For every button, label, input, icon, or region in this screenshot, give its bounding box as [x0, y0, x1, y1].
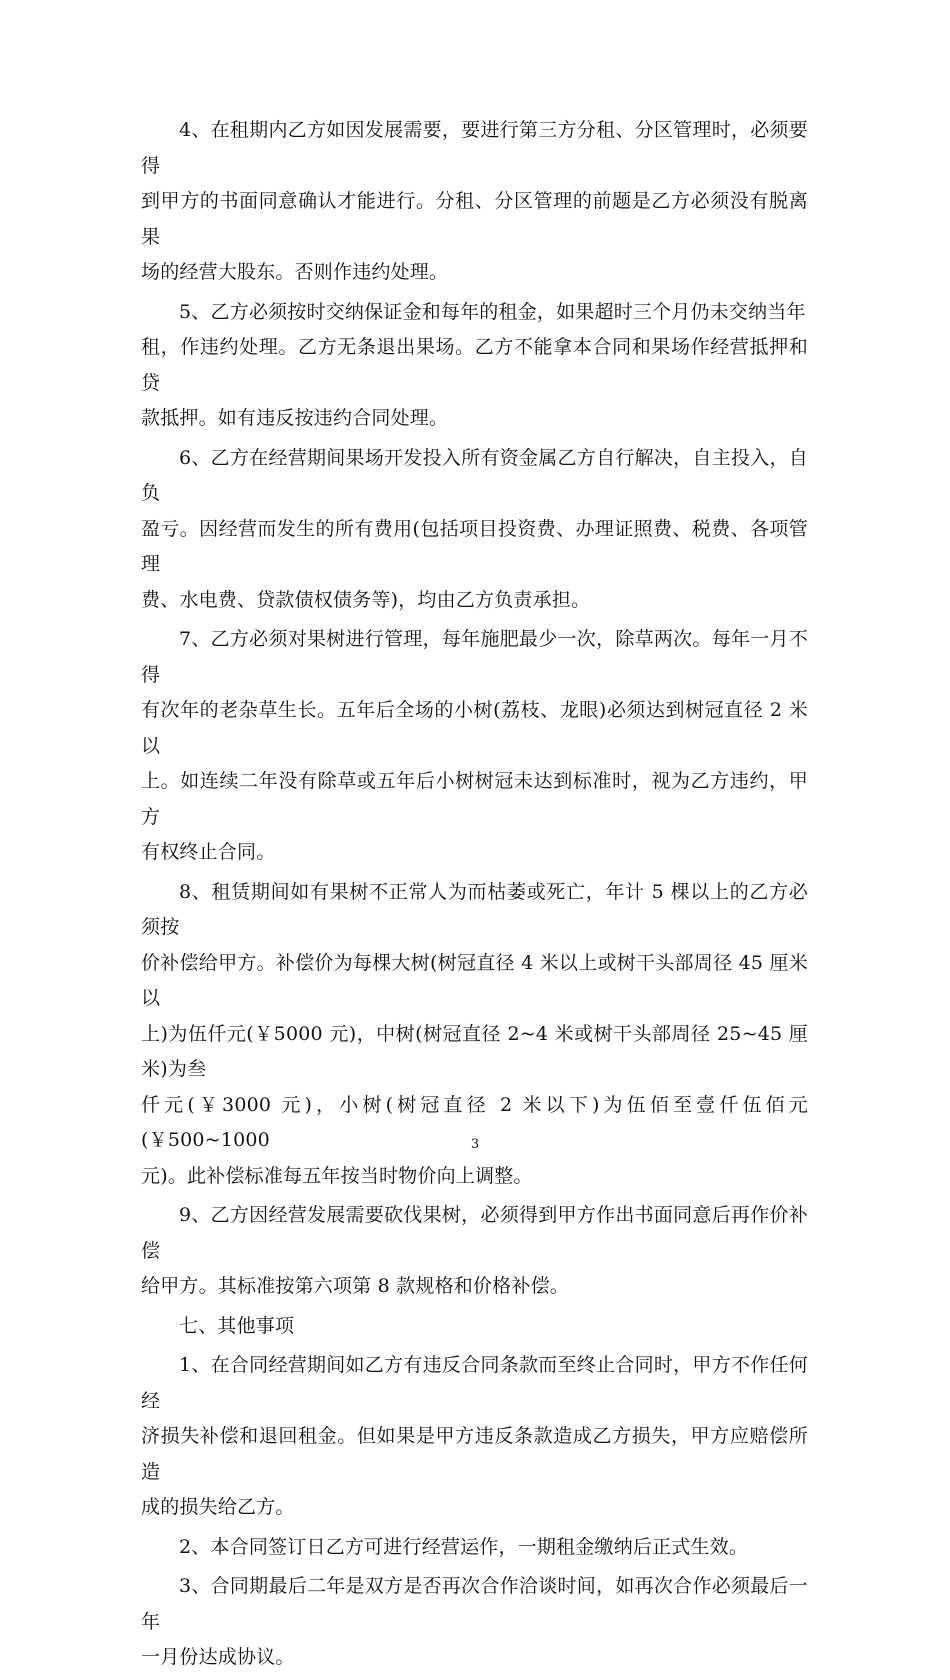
paragraph-other-3: 3、合同期最后二年是双方是否再次合作洽谈时间，如再次合作必须最后一年 一月份达成协议。 [141, 1575, 808, 1668]
paragraph-clause-9: 9、乙方因经营发展需要砍伐果树，必须得到甲方作出书面同意后再作价补偿 给甲方。其标准按第六项第 8 款规格和价格补偿。 [141, 1204, 808, 1297]
paragraph-other-1: 1、在合同经营期间如乙方有违反合同条款而至终止合同时，甲方不作任何经 济损失补偿和退回租金。但如果是甲方违反条款造成乙方损失，甲方应赔偿所造 成的损失给乙方。 [141, 1354, 808, 1518]
page-number: 3 [470, 1137, 480, 1152]
paragraph-clause-7: 7、乙方必须对果树进行管理，每年施肥最少一次，除草两次。每年一月不得 有次年的老杂草生长。五年后全场的小树(荔枝、龙眼)必须达到树冠直径 2 米以 上。如连续二年没有除草或五年后小树树冠未达到标准时，视为乙方违约，甲方 有权终止合同。 [141, 628, 808, 863]
paragraph-clause-6: 6、乙方在经营期间果场开发投入所有资金属乙方自行解决，自主投入，自负 盈亏。因经营而发生的所有费用(包括项目投资费、办理证照费、税费、各项管理 费、水电费、贷款债权债务等)，均由乙方负责承担。 [141, 446, 808, 611]
paragraph-clause-5: 5、乙方必须按时交纳保证金和每年的租金，如果超时三个月仍未交纳当年 租，作违约处理。乙方无条退出果场。乙方不能拿本合同和果场作经营抵押和贷 款抵押。如有违反按违约合同处理。 [141, 300, 808, 429]
paragraph-clause-8: 8、租赁期间如有果树不正常人为而枯萎或死亡，年计 5 棵以上的乙方必须按 价补偿给甲方。补偿价为每棵大树(树冠直径 4 米以上或树干头部周径 45 厘米以 上)为伍仟元(￥5000 元)，中树(树冠直径 2~4 米或树干头部周径 25~45 厘米)为叁 仟元(￥3000 元)，小树(树冠直径 2 米以下)为伍佰至壹仟伍佰元(￥500~1000 元)。此补偿标准每五年按当时物价向上调整。 [141, 880, 808, 1187]
document-body [141, 113, 808, 1680]
section-heading-other-matters: 七、其他事项 [179, 1314, 295, 1337]
paragraph-clause-4: 4、在租期内乙方如因发展需要，要进行第三方分租、分区管理时，必须要得 到甲方的书面同意确认才能进行。分租、分区管理的前题是乙方必须没有脱离果 场的经营大股东。否则作违约处理。 [141, 119, 808, 283]
paragraph-other-2: 2、本合同签订日乙方可进行经营运作，一期租金缴纳后正式生效。 [179, 1535, 749, 1558]
